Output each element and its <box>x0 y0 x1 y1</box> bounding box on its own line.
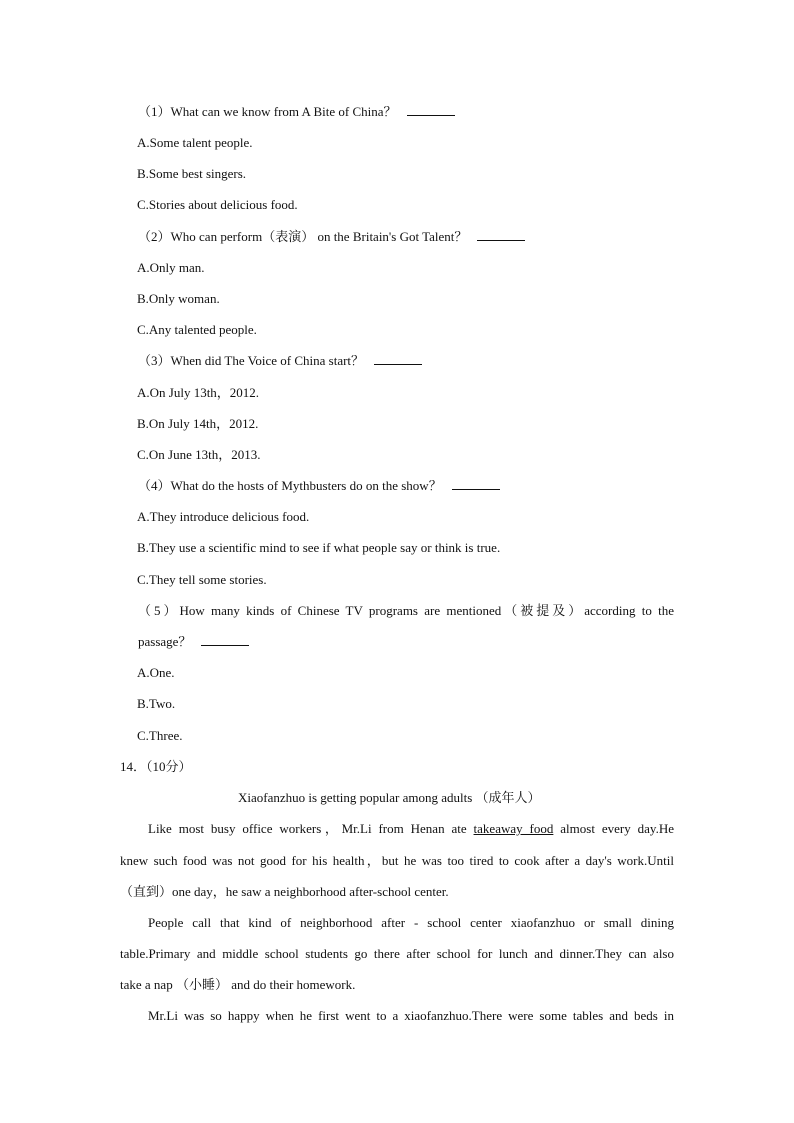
question-text: Who can perform（表演） on the Britain's Got Talent？ <box>170 229 468 244</box>
question-text: What can we know from A Bite of China？ <box>170 104 397 119</box>
text-span: Like most busy office workers，Mr.Li from Henan ate <box>148 821 474 836</box>
paragraph-1-line-2: knew such food was not good for his health，but he was too tired to cook after a day's work.Until <box>120 853 674 868</box>
option-b: B.Some best singers. <box>137 166 247 181</box>
question-text: What do the hosts of Mythbusters do on the show？ <box>170 478 442 493</box>
paragraph-2-line-3: take a nap （小睡） and do their homework. <box>120 977 356 992</box>
underlined-phrase: takeaway food <box>473 821 554 836</box>
option-c: C.They tell some stories. <box>137 572 267 587</box>
question-1 <box>138 103 455 121</box>
option-b: B.They use a scientific mind to see if what people say or think is true. <box>137 540 501 555</box>
question-text: How many kinds of Chinese TV programs are mentioned（被提及）according to the <box>179 603 674 618</box>
question-number: （1） <box>138 104 171 119</box>
paragraph-3-line-1: Mr.Li was so happy when he first went to a xiaofanzhuo.There were some tables and beds in <box>148 1008 674 1023</box>
question-number: （4） <box>138 478 171 493</box>
question-3 <box>138 352 422 370</box>
question-text: passage？ <box>138 634 192 649</box>
question-text: When did The Voice of China start？ <box>170 353 365 368</box>
option-a: A.Some talent people. <box>137 135 253 150</box>
question-number: （5） <box>138 603 180 618</box>
option-c: C.Any talented people. <box>137 322 257 337</box>
option-b: B.Only woman. <box>137 291 220 306</box>
option-c: C.Three. <box>137 728 183 743</box>
option-a: A.On July 13th，2012. <box>137 385 260 400</box>
option-a: A.They introduce delicious food. <box>137 509 310 524</box>
paragraph-1-line-3: （直到）one day，he saw a neighborhood after-school center. <box>120 884 449 899</box>
answer-blank[interactable] <box>452 477 500 490</box>
answer-blank[interactable] <box>407 103 455 116</box>
option-c: C.On June 13th，2013. <box>137 447 261 462</box>
answer-blank[interactable] <box>374 352 422 365</box>
answer-blank[interactable] <box>477 228 525 241</box>
question-5-continued <box>138 633 249 651</box>
answer-blank[interactable] <box>201 633 249 646</box>
section-header: 14．（10分） <box>120 759 192 774</box>
paragraph-2-line-1: People call that kind of neighborhood after - school center xiaofanzhuo or small dining <box>148 915 674 930</box>
question-4 <box>138 477 500 495</box>
paragraph-1-line-1 <box>148 820 674 838</box>
option-a: A.One. <box>137 665 175 680</box>
option-c: C.Stories about delicious food. <box>137 197 298 212</box>
question-5 <box>138 602 674 620</box>
option-a: A.Only man. <box>137 260 205 275</box>
question-number: （2） <box>138 229 171 244</box>
question-number: （3） <box>138 353 171 368</box>
paragraph-2-line-2: table.Primary and middle school students go there after school for lunch and dinner.They can also <box>120 946 674 961</box>
option-b: B.Two. <box>137 696 176 711</box>
option-b: B.On July 14th，2012. <box>137 416 259 431</box>
text-span: almost every day.He <box>553 821 674 836</box>
question-2 <box>138 228 525 246</box>
passage-title: Xiaofanzhuo is getting popular among adults （成年人） <box>238 790 541 805</box>
